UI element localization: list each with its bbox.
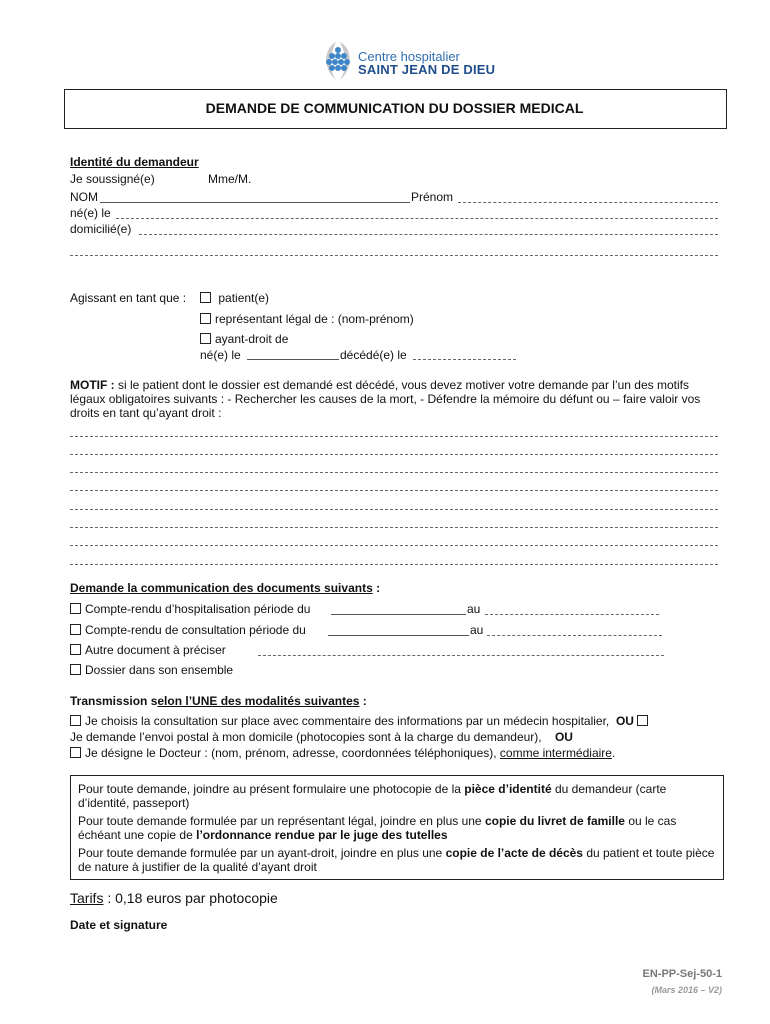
option-patient-label: patient(e) bbox=[218, 291, 270, 305]
doc-option-hospitalisation[interactable] bbox=[70, 602, 310, 616]
transmission-heading bbox=[70, 694, 367, 708]
civilite-label: Mme/M. bbox=[208, 172, 252, 186]
transmission-option-postal[interactable] bbox=[70, 730, 573, 744]
transmission-option-consultation-label: Je choisis la consultation sur place avec commentaire des informations par un médecin hospitalier, bbox=[85, 714, 610, 728]
doc-option-dossier[interactable] bbox=[70, 663, 233, 677]
checkbox-icon[interactable] bbox=[70, 644, 81, 655]
info-p2-a: Pour toute demande formulée par un représentant légal, joindre en plus une bbox=[78, 814, 485, 828]
info-paragraph-2 bbox=[78, 814, 718, 842]
info-p3-b: copie de l’acte de décès bbox=[445, 846, 583, 860]
info-p2-b: copie du livret de famille bbox=[484, 814, 625, 828]
domicilie-label: domicilié(e) bbox=[70, 222, 132, 236]
prenom-field[interactable] bbox=[458, 202, 718, 203]
motif-line[interactable] bbox=[70, 490, 718, 491]
info-p2-c: ou le cas échéant une copie de bbox=[78, 814, 677, 842]
documents-heading bbox=[70, 581, 380, 595]
doc-option-hospitalisation-label: Compte-rendu d’hospitalisation période du bbox=[85, 602, 311, 616]
option-representant-label: représentant légal de : (nom-prénom) bbox=[215, 312, 414, 326]
info-p1-b: pièce d’identité bbox=[464, 782, 552, 796]
checkbox-icon[interactable] bbox=[70, 715, 81, 726]
motif-text: si le patient dont le dossier est demandé est décédé, vous devez motiver votre demande par l’un des motifs légaux obligatoires suivants : - Rechercher les causes de la mort, - Défendre la mémoire du défunt ou – faire valoir vos droits en tant qu’ayant droit : bbox=[70, 378, 701, 420]
identity-heading: Identité du demandeur bbox=[70, 155, 199, 169]
document-code: EN-PP-Sej-50-1 bbox=[642, 968, 722, 980]
au-label: au bbox=[470, 623, 484, 637]
document-date: (Mars 2016 – V2) bbox=[651, 985, 722, 995]
consultation-from-field[interactable] bbox=[328, 635, 469, 636]
doc-option-consultation[interactable] bbox=[70, 623, 306, 637]
transmission-option-consultation[interactable] bbox=[70, 714, 652, 728]
decede-le-field[interactable] bbox=[413, 359, 516, 360]
motif-label: MOTIF : bbox=[70, 378, 115, 392]
consultation-to-field[interactable] bbox=[487, 635, 662, 636]
decede-le-label: décédé(e) le bbox=[340, 348, 407, 362]
info-p1-a: Pour toute demande, joindre au présent formulaire une photocopie de la bbox=[78, 782, 465, 796]
domicilie-field[interactable] bbox=[139, 234, 718, 235]
transmission-option-postal-label: Je demande l’envoi postal à mon domicile (photocopies sont à la charge du demandeur), bbox=[70, 730, 542, 744]
transmission-option-docteur[interactable] bbox=[70, 746, 615, 760]
transmission-heading-b: elon l’UNE des modalités suivantes bbox=[157, 694, 360, 708]
motif-line[interactable] bbox=[70, 509, 718, 510]
checkbox-icon[interactable] bbox=[637, 715, 648, 726]
motif-line[interactable] bbox=[70, 436, 718, 437]
option-patient[interactable] bbox=[200, 291, 269, 305]
signature-label: Date et signature bbox=[70, 918, 168, 932]
ne-le-label: né(e) le bbox=[70, 206, 111, 220]
info-p2-d: l’ordonnance rendue par le juge des tutelles bbox=[196, 828, 448, 842]
checkbox-icon[interactable] bbox=[70, 603, 81, 614]
ne-le-field[interactable] bbox=[116, 218, 718, 219]
doc-option-autre[interactable] bbox=[70, 643, 226, 657]
hospitalisation-to-field[interactable] bbox=[485, 614, 659, 615]
hospitalisation-from-field[interactable] bbox=[331, 614, 466, 615]
documents-heading-suffix: : bbox=[372, 581, 381, 595]
tarifs-label: Tarifs bbox=[70, 890, 104, 906]
motif-line[interactable] bbox=[70, 472, 718, 473]
checkbox-icon[interactable] bbox=[200, 313, 211, 324]
transmission-heading-a: Transmission s bbox=[70, 694, 158, 708]
au-label: au bbox=[467, 602, 481, 616]
checkbox-icon[interactable] bbox=[70, 747, 81, 758]
option-ayant-droit[interactable] bbox=[200, 332, 288, 346]
nom-label: NOM bbox=[70, 190, 98, 204]
doc-option-autre-label: Autre document à préciser bbox=[85, 643, 226, 657]
motif-line[interactable] bbox=[70, 527, 718, 528]
logo-line1: Centre hospitalier bbox=[358, 49, 460, 64]
ayant-ne-le-field[interactable] bbox=[247, 359, 339, 360]
intermediaire-text: comme intermédiaire bbox=[499, 746, 612, 760]
autre-document-field[interactable] bbox=[258, 655, 664, 656]
domicilie-field-line2[interactable] bbox=[70, 255, 718, 256]
soussigne-label: Je soussigné(e) bbox=[70, 172, 155, 186]
checkbox-icon[interactable] bbox=[70, 664, 81, 675]
checkbox-icon[interactable] bbox=[200, 292, 211, 303]
motif-line[interactable] bbox=[70, 454, 718, 455]
doc-option-dossier-label: Dossier dans son ensemble bbox=[85, 663, 234, 677]
motif-paragraph bbox=[70, 378, 720, 420]
doc-option-consultation-label: Compte-rendu de consultation période du bbox=[85, 623, 306, 637]
ou-label: OU bbox=[554, 730, 573, 744]
info-paragraph-3 bbox=[78, 846, 718, 874]
tarifs-line bbox=[70, 890, 278, 906]
option-representant[interactable] bbox=[200, 312, 414, 326]
transmission-heading-c: : bbox=[359, 694, 367, 708]
logo-line2: SAINT JEAN DE DIEU bbox=[358, 62, 496, 77]
info-p3-a: Pour toute demande formulée par un ayant-droit, joindre en plus une bbox=[78, 846, 446, 860]
tarifs-text: : 0,18 euros par photocopie bbox=[103, 890, 278, 906]
option-ayant-droit-label: ayant-droit de bbox=[215, 332, 289, 346]
agissant-label: Agissant en tant que : bbox=[70, 291, 187, 305]
transmission-option-docteur-label: Je désigne le Docteur : (nom, prénom, adresse, coordonnées téléphoniques), bbox=[85, 746, 500, 760]
page-title: DEMANDE DE COMMUNICATION DU DOSSIER MEDICAL bbox=[205, 100, 584, 116]
prenom-label: Prénom bbox=[411, 190, 454, 204]
info-p3-c: du patient et toute pièce de nature à justifier de la qualité d’ayant droit bbox=[78, 846, 715, 874]
motif-line[interactable] bbox=[70, 545, 718, 546]
checkbox-icon[interactable] bbox=[70, 624, 81, 635]
nom-field[interactable] bbox=[100, 202, 410, 203]
ou-label: OU bbox=[615, 714, 634, 728]
motif-line[interactable] bbox=[70, 564, 718, 565]
info-paragraph-1 bbox=[78, 782, 718, 810]
documents-heading-text: Demande la communication des documents suivants bbox=[70, 581, 373, 595]
checkbox-icon[interactable] bbox=[200, 333, 211, 344]
period: . bbox=[611, 746, 616, 760]
ayant-ne-le-label: né(e) le bbox=[200, 348, 241, 362]
info-p1-c: du demandeur (carte d’identité, passeport) bbox=[78, 782, 667, 810]
